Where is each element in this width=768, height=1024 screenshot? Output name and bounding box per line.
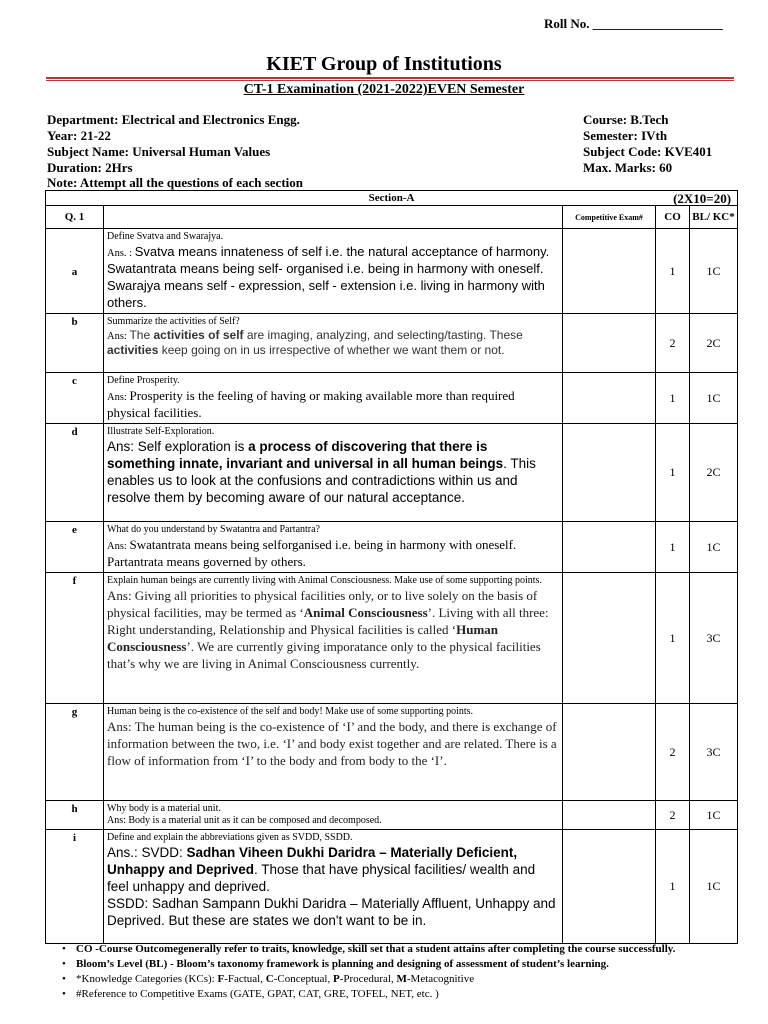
competitive-cell	[563, 801, 656, 830]
question-text: Explain human beings are currently living with Animal Consciousness. Make use of some supporting points.	[107, 575, 542, 586]
question-text: What do you understand by Swatantra and Partantra?	[107, 524, 320, 535]
department: Department: Electrical and Electronics Engg.	[47, 112, 300, 127]
question-text: Define Prosperity.	[107, 375, 180, 386]
question-label: b	[46, 314, 104, 373]
bl-value: 2C	[690, 314, 738, 373]
question-text: Illustrate Self-Exploration.	[107, 426, 215, 437]
answer-bold: a process of discovering that there is something innate, invariant and universal in all human beings	[107, 439, 504, 471]
answer-text: . Those that have physical facilities/ wealth and feel unhappy and deprived.	[107, 862, 536, 894]
answer-text: Ans: Self exploration is	[107, 439, 249, 454]
answer-text: keep going on in us irrespective of whether we want them or not.	[158, 343, 505, 357]
institution-title: KIET Group of Institutions	[266, 53, 502, 75]
answer-text: are imaging, analyzing, and selecting/tasting. These	[243, 328, 523, 342]
answer-prefix: Ans. :	[107, 248, 135, 259]
title-divider	[46, 77, 734, 79]
co-value: 1	[656, 522, 690, 573]
bl-kc-header: BL/ KC*	[690, 206, 738, 229]
answer-text: Ans: The human being is the co-existence of ‘I’ and the body, and there is exchange of information between the two, i.e. ‘I’ and body exist together and are related. There is a flow of information from ‘I’ to the body and from body to the ‘I’.	[107, 719, 557, 768]
competitive-cell	[563, 704, 656, 801]
footer-item: • *Knowledge Categories (KCs): F-Factual, C-Conceptual, P-Procedural, M-Metacognitive	[62, 973, 475, 985]
answer-bold: Animal Consciousness	[303, 605, 428, 620]
bl-value: 3C	[690, 573, 738, 704]
table-row	[46, 373, 738, 424]
year: Year: 21-22	[47, 128, 111, 143]
course: Course: B.Tech	[583, 112, 669, 127]
bl-value: 2C	[690, 424, 738, 522]
competitive-cell	[563, 314, 656, 373]
question-text: Define Svatva and Swarajya.	[107, 231, 224, 242]
title-divider-thin	[46, 80, 734, 81]
section-title: Section-A	[368, 192, 415, 204]
q-number-header: Q. 1	[46, 206, 104, 229]
question-text: Why body is a material unit.	[107, 803, 221, 814]
exam-note: Note: Attempt all the questions of each section	[47, 175, 303, 190]
bl-value: 1C	[690, 830, 738, 944]
competitive-cell	[563, 830, 656, 944]
bl-value: 1C	[690, 229, 738, 314]
question-label: c	[46, 373, 104, 424]
competitive-cell	[563, 373, 656, 424]
competitive-cell	[563, 573, 656, 704]
answer-bold: activities	[107, 343, 159, 357]
answer-prefix: Ans:	[107, 541, 130, 552]
bl-value: 1C	[690, 373, 738, 424]
answer-bold: Sadhan Viheen Dukhi Daridra – Materially Deficient, Unhappy and Deprived	[107, 845, 518, 877]
co-value: 1	[656, 830, 690, 944]
question-label: f	[46, 573, 104, 704]
table-row	[46, 314, 738, 373]
question-text: Define and explain the abbreviations given as SVDD, SSDD.	[107, 832, 353, 843]
footer-item: • Bloom’s Level (BL) - Bloom’s taxonomy framework is planning and designing of assessment of student’s learning.	[62, 958, 609, 970]
question-label: a	[46, 229, 104, 314]
question-label: i	[46, 830, 104, 944]
footer-item: • CO -Course Outcomegenerally refer to traits, knowledge, skill set that a student attains after completing the course successfully.	[62, 943, 676, 955]
co-value: 2	[656, 801, 690, 830]
question-cell	[104, 573, 563, 704]
semester: Semester: IVth	[583, 128, 668, 143]
answer-text: . This enables us to look at the confusions and contradictions within us and resolve them by becoming aware of our natural acceptance.	[107, 456, 536, 505]
header-left-block	[47, 112, 300, 176]
question-cell	[104, 801, 563, 830]
competitive-cell	[563, 229, 656, 314]
co-value: 2	[656, 314, 690, 373]
answer-text: ’. We are currently giving imporatance only to the physical facilities that’s why we are living in Animal Consciousness currently.	[107, 639, 541, 671]
question-label: g	[46, 704, 104, 801]
table-row	[46, 522, 738, 573]
question-cell	[104, 424, 563, 522]
answer-text: Svatva means innateness of self i.e. the natural acceptance of harmony. Swatantrata means being self- organised i.e. being in harmony with oneself. Swarajya means self - expression, self - extension i.e. living in harmony with others.	[107, 244, 550, 310]
max-marks: Max. Marks: 60	[583, 160, 673, 175]
co-value: 1	[656, 229, 690, 314]
table-row	[46, 704, 738, 801]
duration: Duration: 2Hrs	[47, 160, 133, 175]
answer-text: SSDD: Sadhan Sampann Dukhi Daridra – Materially Affluent, Unhappy and Deprived. But these are states we don't want to be in.	[107, 896, 556, 928]
co-value: 2	[656, 704, 690, 801]
answer-text: ’. Living with all three: Right understanding, Relationship and Physical facilities is called ‘	[107, 605, 549, 637]
answer-bold: Human Consciousness	[107, 622, 499, 654]
question-label: h	[46, 801, 104, 830]
subject-name: Subject Name: Universal Human Values	[47, 144, 271, 159]
answer-text: Swatantrata means being selforganised i.e. being in harmony with oneself. Partantrata means governed by others.	[107, 537, 517, 569]
competitive-cell	[563, 424, 656, 522]
answer-bold: activities of self	[153, 328, 244, 342]
table-row	[46, 229, 738, 314]
co-value: 1	[656, 424, 690, 522]
question-table	[45, 190, 738, 944]
section-marks: (2X10=20)	[673, 191, 732, 206]
question-header	[104, 206, 563, 229]
table-row	[46, 830, 738, 944]
question-label: d	[46, 424, 104, 522]
competitive-cell	[563, 522, 656, 573]
question-cell	[104, 704, 563, 801]
answer-text: Ans: Giving all priorities to physical facilities only, or to live solely on the basis of physical facilities, may be termed as ‘	[107, 588, 538, 620]
question-cell	[104, 314, 563, 373]
question-cell	[104, 830, 563, 944]
answer-text: The	[129, 328, 154, 342]
answer-prefix: Ans:	[107, 331, 130, 342]
question-text: Human being is the co-existence of the self and body! Make use of some supporting points.	[107, 706, 474, 717]
question-cell	[104, 373, 563, 424]
question-text: Summarize the activities of Self?	[107, 316, 240, 327]
table-row	[46, 801, 738, 830]
exam-title: CT-1 Examination (2021-2022)EVEN Semester	[243, 82, 525, 97]
answer-text: Ans.: SVDD:	[107, 845, 187, 860]
co-value: 1	[656, 373, 690, 424]
question-label: e	[46, 522, 104, 573]
footer-notes	[62, 942, 675, 1002]
question-cell	[104, 229, 563, 314]
bl-value: 1C	[690, 522, 738, 573]
answer-prefix: Ans:	[107, 392, 130, 403]
subject-code: Subject Code: KVE401	[583, 144, 713, 159]
roll-number-field: Roll No. ____________________	[544, 16, 723, 31]
footer-item: • #Reference to Competitive Exams (GATE, GPAT, CAT, GRE, TOFEL, NET, etc. )	[62, 988, 439, 1000]
co-header: CO	[656, 206, 690, 229]
bl-value: 1C	[690, 801, 738, 830]
answer-text: Prosperity is the feeling of having or making available more than required physical facilities.	[107, 388, 515, 420]
question-cell	[104, 522, 563, 573]
table-row	[46, 573, 738, 704]
table-row	[46, 424, 738, 522]
competitive-exam-header: Competitive Exam#	[563, 206, 656, 229]
section-header	[46, 191, 738, 206]
table-header-row	[46, 206, 738, 229]
header-right-block	[583, 112, 712, 176]
co-value: 1	[656, 573, 690, 704]
bl-value: 3C	[690, 704, 738, 801]
answer-text: Ans: Body is a material unit as it can be composed and decomposed.	[107, 815, 382, 826]
